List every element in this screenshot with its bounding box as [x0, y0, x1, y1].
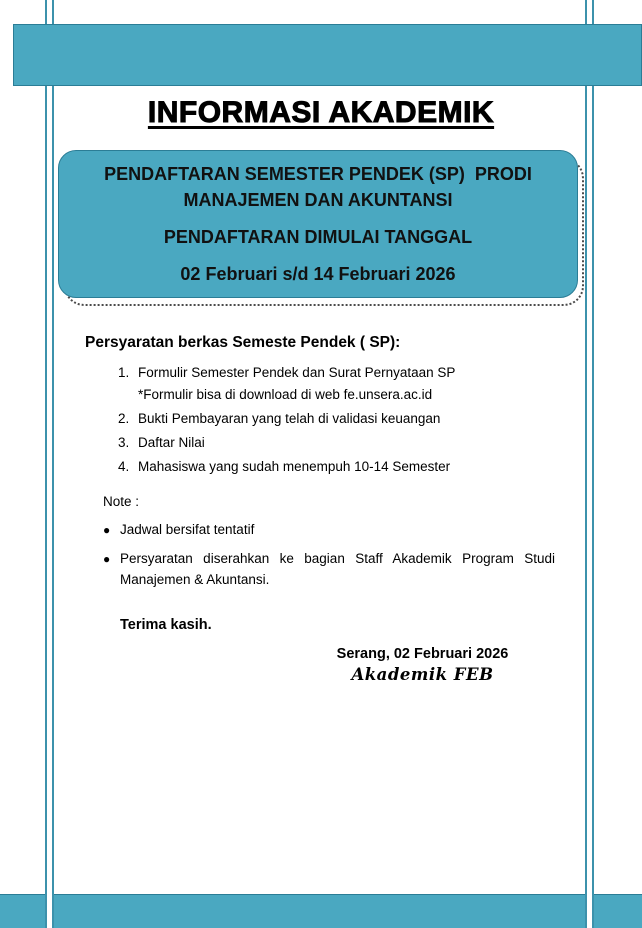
list-item-number: 2.: [118, 411, 130, 426]
bottom-teal-band: [0, 894, 642, 928]
requirements-section: [85, 334, 560, 480]
list-item: [85, 432, 560, 454]
signature-block: [330, 646, 515, 684]
announcement-box: [58, 150, 578, 298]
announcement-line-4: 02 Februari s/d 14 Februari 2026: [180, 264, 456, 284]
list-item-text: Daftar Nilai: [138, 435, 205, 450]
page-title-text: INFORMASI AKADEMIK: [147, 96, 495, 129]
note-item-text: Jadwal bersifat tentatif: [120, 522, 255, 537]
note-item: [103, 519, 555, 541]
requirements-heading: Persyaratan berkas Semeste Pendek ( SP):: [85, 334, 401, 351]
list-item: [85, 362, 560, 406]
list-item-text: [138, 362, 560, 406]
top-teal-band: [13, 24, 642, 86]
list-item: [85, 408, 560, 430]
list-item-text: Mahasiswa yang sudah menempuh 10-14 Semester: [138, 459, 451, 474]
note-item: [103, 548, 555, 590]
page-title: [0, 96, 642, 130]
bullet-icon: ●: [103, 552, 111, 566]
note-item-text: Persyaratan diserahkan ke bagian Staff Akademik Program Studi Manajemen & Akuntansi.: [120, 551, 555, 587]
list-item-number: 4.: [118, 459, 130, 474]
notes-label: Note :: [103, 494, 140, 509]
list-item-text: Bukti Pembayaran yang telah di validasi keuangan: [138, 411, 441, 426]
bullet-icon: ●: [103, 523, 111, 537]
signature-signer: Akademik FEB: [351, 665, 494, 684]
notes-section: [103, 491, 555, 636]
list-item-subnote: *Formulir bisa di download di web fe.unsera.ac.id: [138, 387, 433, 402]
list-item-line: Formulir Semester Pendek dan Surat Pernyataan SP: [138, 365, 456, 380]
announcement-line-2: MANAJEMEN DAN AKUNTANSI: [183, 190, 453, 210]
list-item-number: 1.: [118, 365, 130, 380]
right-double-rule: [585, 0, 594, 928]
announcement-line-1: PENDAFTARAN SEMESTER PENDEK (SP) PRODI: [104, 164, 532, 184]
list-item-number: 3.: [118, 435, 130, 450]
signature-place-date: Serang, 02 Februari 2026: [336, 646, 509, 662]
list-item: [85, 456, 560, 478]
closing-text: Terima kasih.: [120, 617, 212, 633]
announcement-line-3: PENDAFTARAN DIMULAI TANGGAL: [163, 227, 473, 247]
left-double-rule: [45, 0, 54, 928]
